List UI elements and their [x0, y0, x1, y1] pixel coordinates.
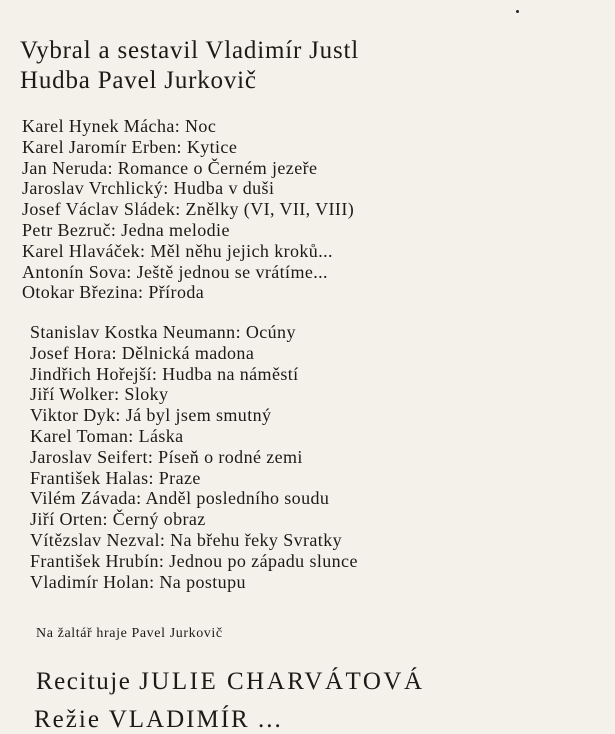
tracklist-part-1: [22, 116, 354, 303]
recitation-credit: [36, 668, 425, 696]
track-item: Jiří Orten: Černý obraz: [30, 509, 206, 530]
reciter-name: JULIE CHARVÁTOVÁ: [139, 668, 425, 695]
track-item: Karel Jaromír Erben: Kytice: [22, 136, 238, 157]
track-item: Jaroslav Vrchlický: Hudba v duši: [22, 178, 275, 199]
track-item: Vladimír Holan: Na postupu: [30, 571, 246, 592]
track-item: Antonín Sova: Ještě jednou se vrátíme...: [22, 261, 328, 282]
track-item: Stanislav Kostka Neumann: Ocúny: [30, 322, 296, 342]
track-item: Petr Bezruč: Jedna melodie: [22, 219, 230, 240]
track-item: Vilém Závada: Anděl posledního soudu: [30, 488, 330, 509]
track-item: Josef Hora: Dělnická madona: [30, 342, 255, 363]
music-credit: Hudba Pavel Jurkovič: [20, 67, 257, 94]
track-item: Jindřich Hořejší: Hudba na náměstí: [30, 363, 299, 384]
tracklist-part-2: [30, 322, 358, 592]
track-item: František Hrubín: Jednou po západu slunce: [30, 550, 358, 571]
track-item: Karel Hlaváček: Měl něhu jejich kroků...: [22, 240, 333, 261]
track-item: Karel Hynek Mácha: Noc: [22, 116, 217, 136]
track-item: Jaroslav Seifert: Píseň o rodné zemi: [30, 446, 303, 467]
recite-label: Recituje: [36, 668, 132, 695]
track-item: Vítězslav Nezval: Na břehu řeky Svratky: [30, 529, 342, 550]
track-item: Otokar Březina: Příroda: [22, 282, 205, 303]
dust-speck: [516, 10, 519, 13]
track-item: Viktor Dyk: Já byl jsem smutný: [30, 405, 272, 426]
track-item: František Halas: Praze: [30, 467, 201, 488]
director-credit-cut: Režie VLADIMÍR ...: [34, 706, 283, 733]
track-item: Josef Václav Sládek: Znělky (VI, VII, VIII): [22, 199, 355, 220]
track-item: Jan Neruda: Romance o Černém jezeře: [22, 157, 318, 178]
track-item: Karel Toman: Láska: [30, 425, 184, 446]
psaltery-note: Na žaltář hraje Pavel Jurkovič: [36, 626, 223, 641]
compiler-credit: Vybral a sestavil Vladimír Justl: [20, 37, 359, 64]
track-item: Jiří Wolker: Sloky: [30, 384, 169, 405]
